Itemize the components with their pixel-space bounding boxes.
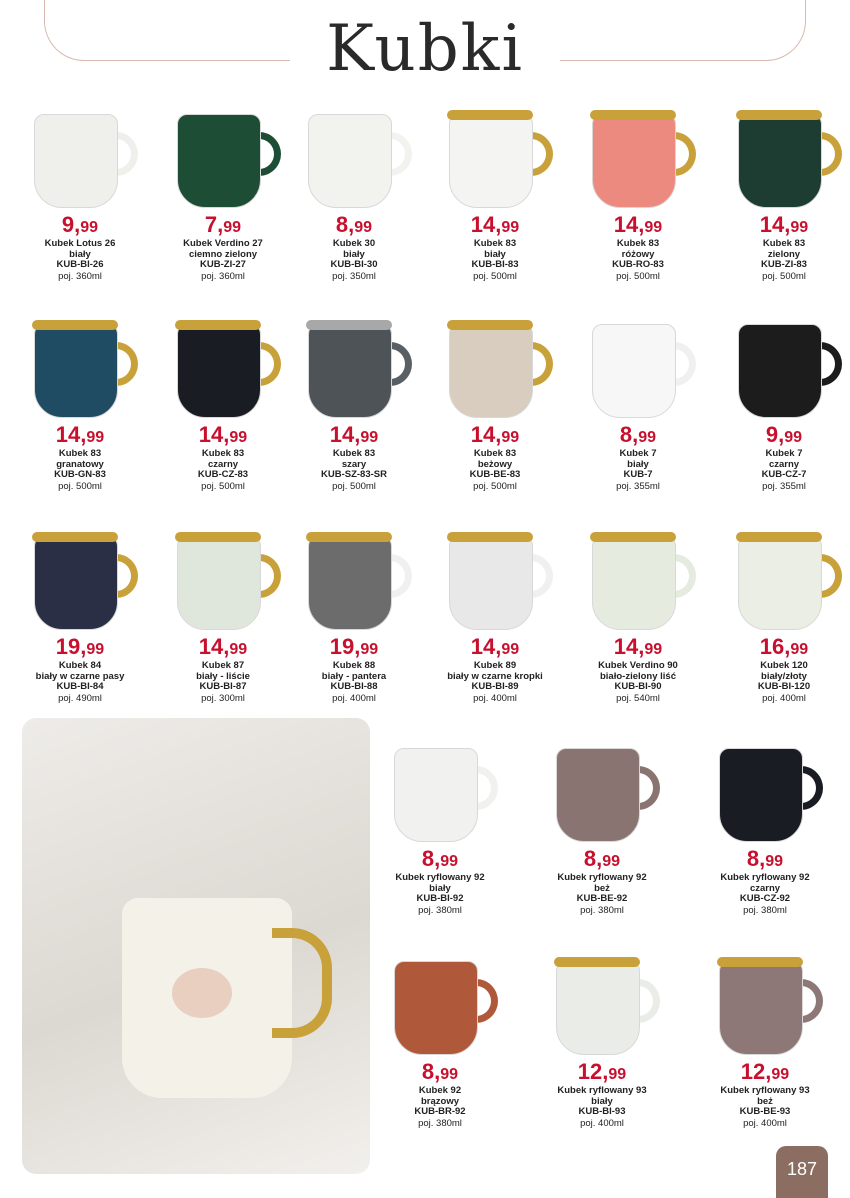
product-card[interactable] (425, 530, 565, 704)
product-name: Kubek 120 (760, 660, 808, 671)
product-card[interactable] (10, 530, 150, 704)
product-capacity: poj. 400ml (580, 1117, 624, 1129)
product-capacity: poj. 500ml (58, 480, 102, 492)
price: 14,99 (470, 422, 520, 447)
price-integer: 19 (55, 634, 81, 659)
price-decimal: 99 (229, 641, 248, 658)
price-decimal: 99 (440, 853, 459, 870)
product-color: biały (627, 458, 649, 470)
product-name: Kubek Verdino 27 (183, 238, 263, 249)
price-decimal: 99 (501, 219, 520, 236)
mug-body (738, 114, 822, 208)
product-name: Kubek 30 (332, 238, 376, 249)
mug-body (449, 536, 533, 630)
price-integer: 8 (335, 212, 349, 237)
mug-body (34, 324, 118, 418)
mug-body (592, 536, 676, 630)
product-color: granatowy (56, 458, 104, 470)
price-integer: 9 (765, 422, 779, 447)
price-decimal: 99 (440, 1066, 459, 1083)
price: 8,99 (335, 212, 373, 237)
photo-mug-handle (272, 928, 332, 1038)
product-capacity: poj. 355ml (762, 480, 806, 492)
mug-rim (736, 110, 822, 120)
price-decimal: 99 (86, 641, 105, 658)
product-name: Kubek 83 (201, 448, 245, 459)
product-code: KUB-BE-92 (576, 893, 628, 904)
mug-image (568, 530, 708, 630)
mug-body (394, 748, 478, 842)
product-color: biały (69, 248, 91, 260)
mug-body (177, 114, 261, 208)
mug-body (177, 536, 261, 630)
product-code: KUB-BI-83 (471, 259, 519, 270)
product-card[interactable] (714, 530, 850, 704)
product-code: KUB-BI-89 (471, 681, 519, 692)
product-capacity: poj. 500ml (332, 480, 376, 492)
mug-image (370, 955, 510, 1055)
price-integer: 7 (204, 212, 218, 237)
price-integer: 12 (740, 1059, 766, 1084)
price-integer: 19 (329, 634, 355, 659)
product-code: KUB-BE-83 (469, 469, 521, 480)
price-decimal: 99 (501, 641, 520, 658)
price-decimal: 99 (354, 219, 373, 236)
product-card[interactable] (10, 318, 150, 492)
mug-body (719, 961, 803, 1055)
product-capacity: poj. 500ml (201, 480, 245, 492)
product-card[interactable] (714, 108, 850, 282)
product-code: KUB-BI-93 (578, 1106, 626, 1117)
price-integer: 14 (198, 422, 224, 447)
mug-image (714, 530, 850, 630)
mug-image (10, 318, 150, 418)
product-card[interactable] (284, 108, 424, 282)
mug-rim (306, 320, 392, 330)
product-capacity: poj. 380ml (418, 1117, 462, 1129)
product-card[interactable] (568, 318, 708, 492)
price: 14,99 (329, 422, 379, 447)
mug-body (592, 114, 676, 208)
mug-body (34, 114, 118, 208)
price-decimal: 99 (360, 641, 379, 658)
price: 14,99 (470, 634, 520, 659)
product-capacity: poj. 300ml (201, 692, 245, 704)
product-capacity: poj. 500ml (616, 270, 660, 282)
price: 14,99 (198, 634, 248, 659)
product-code: KUB-CZ-7 (761, 469, 807, 480)
product-capacity: poj. 355ml (616, 480, 660, 492)
product-name: Kubek 83 (473, 448, 517, 459)
product-name: Kubek 88 (332, 660, 376, 671)
price-integer: 9 (61, 212, 75, 237)
product-name: Kubek ryflowany 92 (720, 872, 810, 883)
mug-rim (447, 320, 533, 330)
mug-image (695, 742, 835, 842)
price: 14,99 (613, 212, 663, 237)
product-color: brązowy (420, 1095, 459, 1107)
price: 14,99 (759, 212, 809, 237)
product-card[interactable] (153, 318, 293, 492)
price-decimal: 99 (638, 429, 657, 446)
product-code: KUB-BI-30 (330, 259, 378, 270)
product-color: biało-zielony liść (599, 670, 677, 682)
product-name: Kubek 83 (616, 238, 660, 249)
product-code: KUB-GN-83 (54, 469, 106, 480)
product-color: beż (594, 882, 610, 894)
mug-image (568, 108, 708, 208)
product-name: Kubek Verdino 90 (598, 660, 678, 671)
product-capacity: poj. 400ml (332, 692, 376, 704)
page-title: Kubki (326, 12, 524, 86)
product-code: KUB-BI-26 (56, 259, 104, 270)
product-name: Kubek 83 (58, 448, 102, 459)
price-decimal: 99 (771, 1066, 790, 1083)
mug-image (284, 318, 424, 418)
product-card[interactable] (153, 108, 293, 282)
mug-body (556, 961, 640, 1055)
product-color: biały w czarne pasy (35, 670, 125, 682)
mug-image (284, 108, 424, 208)
mug-body (394, 961, 478, 1055)
product-capacity: poj. 500ml (762, 270, 806, 282)
mug-rim (447, 110, 533, 120)
product-capacity: poj. 380ml (418, 904, 462, 916)
product-code: KUB-BI-88 (330, 681, 378, 692)
price-decimal: 99 (790, 641, 809, 658)
product-card[interactable] (532, 955, 672, 1129)
product-card[interactable] (425, 318, 565, 492)
product-code: KUB-CZ-92 (739, 893, 791, 904)
price-decimal: 99 (602, 853, 621, 870)
price-decimal: 99 (86, 429, 105, 446)
price: 8,99 (583, 846, 621, 871)
price-integer: 14 (470, 212, 496, 237)
product-name: Kubek 83 (473, 238, 517, 249)
price-integer: 14 (759, 212, 785, 237)
price-decimal: 99 (229, 429, 248, 446)
product-code: KUB-BR-92 (414, 1106, 466, 1117)
product-color: ciemno zielony (188, 248, 258, 260)
mug-image (10, 108, 150, 208)
price: 8,99 (421, 1059, 459, 1084)
price-decimal: 99 (790, 219, 809, 236)
price-integer: 14 (55, 422, 81, 447)
product-name: Kubek ryflowany 92 (395, 872, 485, 883)
product-code: KUB-ZI-83 (761, 259, 807, 270)
mug-body (449, 114, 533, 208)
mug-rim (590, 110, 676, 120)
price: 19,99 (329, 634, 379, 659)
photo-flower-decoration (172, 968, 232, 1018)
product-capacity: poj. 500ml (473, 270, 517, 282)
price: 14,99 (613, 634, 663, 659)
price-decimal: 99 (608, 1066, 627, 1083)
product-code: KUB-SZ-83-SR (321, 469, 387, 480)
product-color: biały - liście (196, 670, 250, 682)
product-color: biały - pantera (321, 670, 387, 682)
mug-rim (554, 957, 640, 967)
price: 7,99 (204, 212, 242, 237)
price-integer: 8 (421, 1059, 435, 1084)
product-capacity: poj. 380ml (580, 904, 624, 916)
mug-image (284, 530, 424, 630)
product-capacity: poj. 540ml (616, 692, 660, 704)
product-card[interactable] (695, 955, 835, 1129)
product-color: biały/złoty (761, 670, 807, 682)
price-decimal: 99 (644, 219, 663, 236)
mug-image (153, 530, 293, 630)
price: 9,99 (61, 212, 99, 237)
product-name: Kubek 89 (473, 660, 517, 671)
product-capacity: poj. 400ml (743, 1117, 787, 1129)
price-decimal: 99 (501, 429, 520, 446)
mug-image (425, 530, 565, 630)
product-name: Kubek Lotus 26 (44, 238, 116, 249)
product-card[interactable] (695, 742, 835, 916)
product-name: Kubek 83 (332, 448, 376, 459)
product-name: Kubek 83 (762, 238, 806, 249)
price-integer: 8 (746, 846, 760, 871)
product-code: KUB-BI-90 (614, 681, 662, 692)
product-capacity: poj. 350ml (332, 270, 376, 282)
price: 9,99 (765, 422, 803, 447)
product-code: KUB-RO-83 (612, 259, 664, 270)
product-capacity: poj. 500ml (473, 480, 517, 492)
mug-body (308, 324, 392, 418)
product-card[interactable] (425, 108, 565, 282)
mug-image (568, 318, 708, 418)
mug-rim (736, 532, 822, 542)
product-color: różowy (621, 248, 655, 260)
mug-image (425, 108, 565, 208)
mug-body (556, 748, 640, 842)
product-card[interactable] (370, 955, 510, 1129)
mug-image (10, 530, 150, 630)
product-card[interactable] (284, 318, 424, 492)
price-decimal: 99 (784, 429, 803, 446)
product-card[interactable] (568, 530, 708, 704)
mug-rim (32, 532, 118, 542)
product-card[interactable] (153, 530, 293, 704)
price-integer: 12 (577, 1059, 603, 1084)
mug-rim (175, 532, 261, 542)
mug-rim (717, 957, 803, 967)
product-color: czarny (749, 882, 781, 894)
mug-body (308, 536, 392, 630)
product-color: biały (484, 248, 506, 260)
mug-image (153, 108, 293, 208)
product-color: zielony (767, 248, 801, 260)
product-color: biały (429, 882, 451, 894)
product-code: KUB-ZI-27 (200, 259, 246, 270)
mug-rim (175, 320, 261, 330)
mug-image (370, 742, 510, 842)
mug-body (719, 748, 803, 842)
price-integer: 14 (613, 212, 639, 237)
mug-image (714, 318, 850, 418)
mug-image (532, 742, 672, 842)
mug-body (738, 324, 822, 418)
product-color: biały w czarne kropki (447, 670, 543, 682)
product-name: Kubek 7 (619, 448, 657, 459)
mug-body (308, 114, 392, 208)
product-card[interactable] (284, 530, 424, 704)
product-name: Kubek ryflowany 92 (557, 872, 647, 883)
price-integer: 14 (198, 634, 224, 659)
mug-body (177, 324, 261, 418)
product-code: KUB-BI-120 (757, 681, 811, 692)
product-color: czarny (768, 458, 800, 470)
page-number: 187 (776, 1146, 828, 1198)
price: 14,99 (470, 212, 520, 237)
product-color: biały (591, 1095, 613, 1107)
product-name: Kubek ryflowany 93 (720, 1085, 810, 1096)
price-decimal: 99 (765, 853, 784, 870)
product-card[interactable] (10, 108, 150, 282)
price: 12,99 (577, 1059, 627, 1084)
mug-body (34, 536, 118, 630)
mug-rim (306, 532, 392, 542)
product-name: Kubek 84 (58, 660, 102, 671)
product-card[interactable] (370, 742, 510, 916)
price-decimal: 99 (223, 219, 242, 236)
price-integer: 8 (421, 846, 435, 871)
mug-image (714, 108, 850, 208)
mug-rim (447, 532, 533, 542)
product-color: biały (343, 248, 365, 260)
product-color: beżowy (477, 458, 513, 470)
product-capacity: poj. 400ml (473, 692, 517, 704)
price-decimal: 99 (360, 429, 379, 446)
price-integer: 14 (613, 634, 639, 659)
mug-body (592, 324, 676, 418)
product-capacity: poj. 380ml (743, 904, 787, 916)
mug-body (738, 536, 822, 630)
product-name: Kubek ryflowany 93 (557, 1085, 647, 1096)
mug-rim (32, 320, 118, 330)
product-code: KUB-7 (623, 469, 653, 480)
product-name: Kubek 92 (418, 1085, 462, 1096)
product-card[interactable] (532, 742, 672, 916)
product-card[interactable] (568, 108, 708, 282)
price: 14,99 (198, 422, 248, 447)
product-code: KUB-BI-92 (416, 893, 464, 904)
price: 19,99 (55, 634, 105, 659)
price: 16,99 (759, 634, 809, 659)
price-integer: 14 (470, 634, 496, 659)
product-card[interactable] (714, 318, 850, 492)
price-integer: 14 (329, 422, 355, 447)
price: 8,99 (619, 422, 657, 447)
product-capacity: poj. 400ml (762, 692, 806, 704)
mug-image (153, 318, 293, 418)
product-capacity: poj. 360ml (58, 270, 102, 282)
price-integer: 16 (759, 634, 785, 659)
product-color: czarny (207, 458, 239, 470)
product-color: beż (757, 1095, 773, 1107)
product-name: Kubek 7 (765, 448, 803, 459)
mug-image (532, 955, 672, 1055)
price-decimal: 99 (644, 641, 663, 658)
price: 12,99 (740, 1059, 790, 1084)
price: 8,99 (746, 846, 784, 871)
price-decimal: 99 (80, 219, 99, 236)
mug-image (695, 955, 835, 1055)
product-capacity: poj. 490ml (58, 692, 102, 704)
product-code: KUB-BI-87 (199, 681, 247, 692)
mug-body (449, 324, 533, 418)
product-color: szary (341, 458, 367, 470)
product-name: Kubek 87 (201, 660, 245, 671)
lifestyle-photo (22, 718, 370, 1174)
price: 14,99 (55, 422, 105, 447)
product-capacity: poj. 360ml (201, 270, 245, 282)
product-code: KUB-BE-93 (739, 1106, 791, 1117)
price-integer: 8 (619, 422, 633, 447)
mug-rim (590, 532, 676, 542)
product-code: KUB-BI-84 (56, 681, 104, 692)
price-integer: 14 (470, 422, 496, 447)
price-integer: 8 (583, 846, 597, 871)
mug-image (425, 318, 565, 418)
product-code: KUB-CZ-83 (197, 469, 249, 480)
price: 8,99 (421, 846, 459, 871)
